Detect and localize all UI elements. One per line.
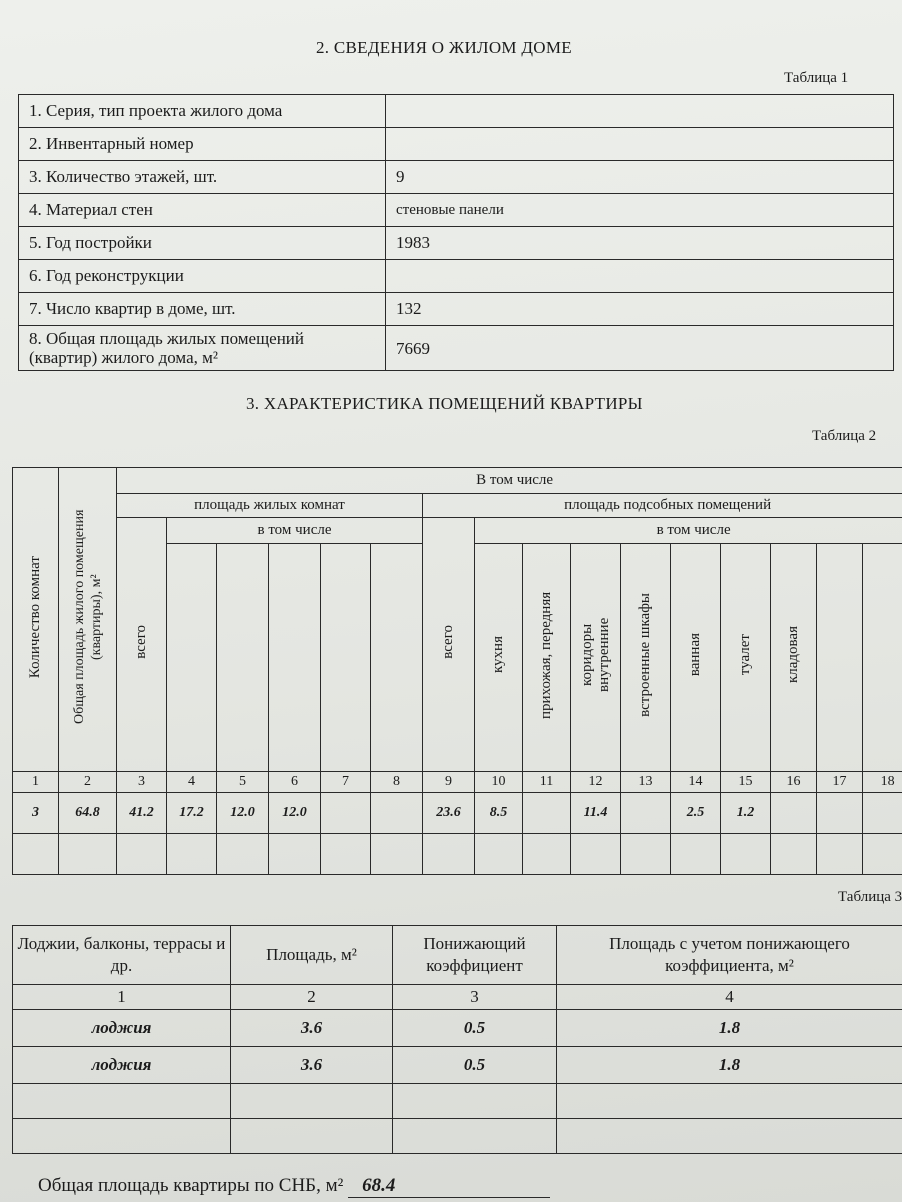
header-blank bbox=[371, 544, 423, 772]
header-sub-including-aux: в том числе bbox=[475, 518, 902, 544]
row-label: 1. Серия, тип проекта жилого дома bbox=[19, 95, 386, 128]
header-living-area: площадь жилых комнат bbox=[117, 494, 423, 518]
column-number: 2 bbox=[59, 772, 117, 793]
row-label: 4. Материал стен bbox=[19, 194, 386, 227]
data-cell bbox=[817, 793, 863, 834]
column-numbers-row bbox=[13, 985, 902, 1010]
table-row bbox=[19, 161, 894, 194]
column-number: 3 bbox=[117, 772, 167, 793]
table-row bbox=[19, 128, 894, 161]
header-blank bbox=[321, 544, 371, 772]
column-number: 16 bbox=[771, 772, 817, 793]
column-number: 14 bbox=[671, 772, 721, 793]
data-cell: 23.6 bbox=[423, 793, 475, 834]
header-total-area: Общая площадь жилого помещения (квартиры), м² bbox=[59, 468, 117, 772]
row-label: 8. Общая площадь жилых помещений (квартир) жилого дома, м² bbox=[19, 326, 386, 371]
data-cell: 12.0 bbox=[269, 793, 321, 834]
column-number: 4 bbox=[167, 772, 217, 793]
section-2-title: 2. СВЕДЕНИЯ О ЖИЛОМ ДОМЕ bbox=[316, 38, 572, 57]
apartment-rooms-table bbox=[12, 467, 902, 875]
column-number: 8 bbox=[371, 772, 423, 793]
data-cell bbox=[863, 793, 902, 834]
header-total-aux: всего bbox=[423, 518, 475, 772]
data-cell: лоджия bbox=[13, 1047, 231, 1084]
table-row bbox=[13, 1010, 902, 1047]
data-cell: 11.4 bbox=[571, 793, 621, 834]
header-row bbox=[13, 926, 902, 985]
data-cell: 1.8 bbox=[557, 1047, 902, 1084]
header-row bbox=[13, 468, 902, 494]
header-loggias: Лоджии, балконы, террасы и др. bbox=[13, 926, 231, 985]
column-number: 6 bbox=[269, 772, 321, 793]
table-row bbox=[19, 194, 894, 227]
row-value bbox=[386, 260, 894, 293]
footer-label: Общая площадь квартиры по СНБ, м² bbox=[38, 1175, 344, 1196]
column-number: 12 bbox=[571, 772, 621, 793]
table-row bbox=[13, 834, 902, 875]
header-rooms-count: Количество комнат bbox=[13, 468, 59, 772]
header-total-living: всего bbox=[117, 518, 167, 772]
column-number: 7 bbox=[321, 772, 371, 793]
header-hallway: прихожая, передняя bbox=[523, 544, 571, 772]
row-value: 132 bbox=[386, 293, 894, 326]
data-cell: 3 bbox=[13, 793, 59, 834]
column-number: 3 bbox=[393, 985, 557, 1010]
column-number: 1 bbox=[13, 985, 231, 1010]
table-3-label: Таблица 3 bbox=[838, 889, 902, 905]
row-value bbox=[386, 95, 894, 128]
header-blank bbox=[167, 544, 217, 772]
row-value: стеновые панели bbox=[386, 194, 894, 227]
data-cell bbox=[771, 793, 817, 834]
column-number: 1 bbox=[13, 772, 59, 793]
table-row bbox=[19, 326, 894, 371]
header-reduced-area: Площадь с учетом понижающего коэффициента, м² bbox=[557, 926, 902, 985]
row-value bbox=[386, 128, 894, 161]
table-row bbox=[13, 1047, 902, 1084]
table-1-label: Таблица 1 bbox=[784, 70, 849, 86]
column-number: 5 bbox=[217, 772, 269, 793]
house-info-table bbox=[18, 94, 894, 371]
column-number: 10 bbox=[475, 772, 523, 793]
data-cell: 8.5 bbox=[475, 793, 523, 834]
header-row bbox=[13, 518, 902, 544]
header-blank bbox=[817, 544, 863, 772]
header-blank bbox=[269, 544, 321, 772]
data-cell: лоджия bbox=[13, 1010, 231, 1047]
column-number: 18 bbox=[863, 772, 902, 793]
column-number: 13 bbox=[621, 772, 671, 793]
data-cell: 2.5 bbox=[671, 793, 721, 834]
header-row bbox=[13, 494, 902, 518]
column-number: 17 bbox=[817, 772, 863, 793]
header-sub-including-living: в том числе bbox=[167, 518, 423, 544]
column-number: 9 bbox=[423, 772, 475, 793]
column-number: 2 bbox=[231, 985, 393, 1010]
table-row bbox=[19, 95, 894, 128]
data-cell: 17.2 bbox=[167, 793, 217, 834]
data-cell bbox=[621, 793, 671, 834]
data-cell: 0.5 bbox=[393, 1047, 557, 1084]
section-3-title: 3. ХАРАКТЕРИСТИКА ПОМЕЩЕНИЙ КВАРТИРЫ bbox=[246, 394, 643, 413]
data-cell: 1.8 bbox=[557, 1010, 902, 1047]
row-label: 2. Инвентарный номер bbox=[19, 128, 386, 161]
footer-value: 68.4 bbox=[348, 1175, 550, 1198]
column-numbers-row bbox=[13, 772, 902, 793]
data-cell: 64.8 bbox=[59, 793, 117, 834]
column-number: 4 bbox=[557, 985, 902, 1010]
column-number: 15 bbox=[721, 772, 771, 793]
row-label: 6. Год реконструкции bbox=[19, 260, 386, 293]
data-cell: 3.6 bbox=[231, 1047, 393, 1084]
table-row bbox=[13, 793, 902, 834]
data-cell: 0.5 bbox=[393, 1010, 557, 1047]
table-row bbox=[13, 1119, 902, 1154]
header-including: В том числе bbox=[117, 468, 902, 494]
header-coefficient: Понижающий коэффициент bbox=[393, 926, 557, 985]
row-label: 5. Год постройки bbox=[19, 227, 386, 260]
row-label: 7. Число квартир в доме, шт. bbox=[19, 293, 386, 326]
table-2-label: Таблица 2 bbox=[812, 428, 877, 444]
row-value: 7669 bbox=[386, 326, 894, 371]
data-cell bbox=[523, 793, 571, 834]
header-bathroom: ванная bbox=[671, 544, 721, 772]
data-cell: 1.2 bbox=[721, 793, 771, 834]
header-area: Площадь, м² bbox=[231, 926, 393, 985]
row-label: 3. Количество этажей, шт. bbox=[19, 161, 386, 194]
header-aux-area: площадь подсобных помещений bbox=[423, 494, 902, 518]
header-closets: встроенные шкафы bbox=[621, 544, 671, 772]
total-area-footer bbox=[38, 1175, 550, 1198]
row-value: 9 bbox=[386, 161, 894, 194]
header-corridors: коридоры внутренние bbox=[571, 544, 621, 772]
header-toilet: туалет bbox=[721, 544, 771, 772]
table-row bbox=[19, 227, 894, 260]
column-number: 11 bbox=[523, 772, 571, 793]
table-row bbox=[19, 293, 894, 326]
data-cell: 41.2 bbox=[117, 793, 167, 834]
loggias-table bbox=[12, 925, 902, 1154]
table-row bbox=[13, 1084, 902, 1119]
header-blank bbox=[217, 544, 269, 772]
row-value: 1983 bbox=[386, 227, 894, 260]
data-cell bbox=[371, 793, 423, 834]
header-kitchen: кухня bbox=[475, 544, 523, 772]
header-storage: кладовая bbox=[771, 544, 817, 772]
data-cell: 12.0 bbox=[217, 793, 269, 834]
data-cell bbox=[321, 793, 371, 834]
table-row bbox=[19, 260, 894, 293]
data-cell: 3.6 bbox=[231, 1010, 393, 1047]
